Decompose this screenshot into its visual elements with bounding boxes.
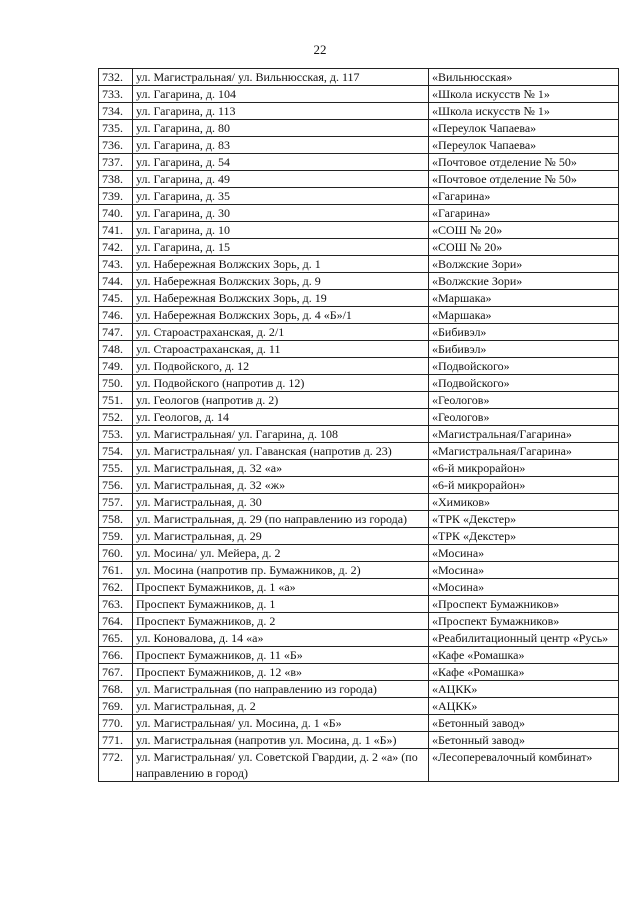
stop-name: «Школа искусств № 1» — [429, 103, 619, 120]
stop-address: ул. Староастраханская, д. 11 — [133, 341, 429, 358]
row-number: 741. — [99, 222, 133, 239]
row-number: 756. — [99, 477, 133, 494]
stop-address: ул. Магистральная, д. 30 — [133, 494, 429, 511]
row-number: 767. — [99, 664, 133, 681]
stop-name: «Бетонный завод» — [429, 715, 619, 732]
table-row — [99, 647, 619, 664]
row-number: 734. — [99, 103, 133, 120]
row-number: 772. — [99, 749, 133, 782]
table-row — [99, 681, 619, 698]
stop-address: ул. Магистральная, д. 32 «а» — [133, 460, 429, 477]
stop-name: «Гагарина» — [429, 205, 619, 222]
stop-name: «АЦКК» — [429, 681, 619, 698]
stop-address: ул. Коновалова, д. 14 «а» — [133, 630, 429, 647]
row-number: 747. — [99, 324, 133, 341]
table-row — [99, 460, 619, 477]
stop-name: «СОШ № 20» — [429, 222, 619, 239]
stop-address: ул. Гагарина, д. 10 — [133, 222, 429, 239]
stop-name: «Кафе «Ромашка» — [429, 664, 619, 681]
stop-address: ул. Магистральная, д. 29 (по направлению из города) — [133, 511, 429, 528]
bus-stop-table — [98, 68, 619, 782]
stop-name: «Реабилитационный центр «Русь» — [429, 630, 619, 647]
row-number: 768. — [99, 681, 133, 698]
stop-address: ул. Мосина/ ул. Мейера, д. 2 — [133, 545, 429, 562]
stop-address: ул. Гагарина, д. 113 — [133, 103, 429, 120]
table-row — [99, 392, 619, 409]
table-row — [99, 732, 619, 749]
row-number: 765. — [99, 630, 133, 647]
table-row — [99, 494, 619, 511]
stop-name: «Подвойского» — [429, 358, 619, 375]
stop-address: ул. Гагарина, д. 35 — [133, 188, 429, 205]
stop-address: ул. Подвойского, д. 12 — [133, 358, 429, 375]
stop-name: «Бетонный завод» — [429, 732, 619, 749]
stop-address: ул. Магистральная (по направлению из города) — [133, 681, 429, 698]
stop-address: ул. Набережная Волжских Зорь, д. 1 — [133, 256, 429, 273]
stop-address: Проспект Бумажников, д. 11 «Б» — [133, 647, 429, 664]
stop-address: ул. Геологов, д. 14 — [133, 409, 429, 426]
stop-name: «Переулок Чапаева» — [429, 137, 619, 154]
table-row — [99, 596, 619, 613]
stop-name: «Бибивэл» — [429, 324, 619, 341]
table-row — [99, 188, 619, 205]
table-row — [99, 324, 619, 341]
stop-name: «АЦКК» — [429, 698, 619, 715]
table-row — [99, 171, 619, 188]
table-row — [99, 103, 619, 120]
row-number: 745. — [99, 290, 133, 307]
stop-name: «Геологов» — [429, 409, 619, 426]
row-number: 769. — [99, 698, 133, 715]
row-number: 744. — [99, 273, 133, 290]
stop-name: «Вильнюсская» — [429, 69, 619, 86]
stop-name: «Лесоперевалочный комбинат» — [429, 749, 619, 782]
table-row — [99, 528, 619, 545]
row-number: 743. — [99, 256, 133, 273]
stop-address: Проспект Бумажников, д. 12 «в» — [133, 664, 429, 681]
table-row — [99, 511, 619, 528]
table-row — [99, 290, 619, 307]
stop-name: «Химиков» — [429, 494, 619, 511]
stop-address: ул. Набережная Волжских Зорь, д. 19 — [133, 290, 429, 307]
stop-address: ул. Набережная Волжских Зорь, д. 9 — [133, 273, 429, 290]
stop-address: ул. Магистральная (напротив ул. Мосина, д. 1 «Б») — [133, 732, 429, 749]
stop-name: «Мосина» — [429, 545, 619, 562]
page-number: 22 — [313, 42, 327, 57]
stop-name: «Маршака» — [429, 307, 619, 324]
row-number: 750. — [99, 375, 133, 392]
stop-name: «Волжские Зори» — [429, 256, 619, 273]
stop-name: «Волжские Зори» — [429, 273, 619, 290]
row-number: 764. — [99, 613, 133, 630]
row-number: 758. — [99, 511, 133, 528]
table-row — [99, 273, 619, 290]
stop-address: ул. Гагарина, д. 83 — [133, 137, 429, 154]
table-row — [99, 630, 619, 647]
stop-name: «Подвойского» — [429, 375, 619, 392]
row-number: 736. — [99, 137, 133, 154]
stop-name: «ТРК «Декстер» — [429, 528, 619, 545]
stop-address: ул. Гагарина, д. 104 — [133, 86, 429, 103]
table-row — [99, 715, 619, 732]
stop-address: ул. Гагарина, д. 49 — [133, 171, 429, 188]
table-row — [99, 154, 619, 171]
table-row — [99, 562, 619, 579]
row-number: 738. — [99, 171, 133, 188]
stop-address: ул. Гагарина, д. 54 — [133, 154, 429, 171]
stop-name: «Магистральная/Гагарина» — [429, 443, 619, 460]
stop-address: ул. Набережная Волжских Зорь, д. 4 «Б»/1 — [133, 307, 429, 324]
stop-name: «Геологов» — [429, 392, 619, 409]
stop-address: ул. Магистральная/ ул. Мосина, д. 1 «Б» — [133, 715, 429, 732]
stop-address: ул. Мосина (напротив пр. Бумажников, д. 2) — [133, 562, 429, 579]
stop-address: ул. Гагарина, д. 15 — [133, 239, 429, 256]
table-row — [99, 698, 619, 715]
stop-address: ул. Магистральная, д. 29 — [133, 528, 429, 545]
stop-address: ул. Магистральная/ ул. Вильнюсская, д. 117 — [133, 69, 429, 86]
stop-name: «Почтовое отделение № 50» — [429, 154, 619, 171]
table-row — [99, 205, 619, 222]
row-number: 766. — [99, 647, 133, 664]
row-number: 742. — [99, 239, 133, 256]
table-body — [99, 69, 619, 782]
stop-name: «6-й микрорайон» — [429, 460, 619, 477]
table-row — [99, 307, 619, 324]
table-row — [99, 137, 619, 154]
row-number: 732. — [99, 69, 133, 86]
stop-address: ул. Гагарина, д. 80 — [133, 120, 429, 137]
stop-name: «Мосина» — [429, 562, 619, 579]
row-number: 771. — [99, 732, 133, 749]
stop-address: ул. Магистральная, д. 2 — [133, 698, 429, 715]
table-row — [99, 613, 619, 630]
table-row — [99, 222, 619, 239]
row-number: 759. — [99, 528, 133, 545]
table-row — [99, 375, 619, 392]
row-number: 754. — [99, 443, 133, 460]
row-number: 757. — [99, 494, 133, 511]
stop-name: «ТРК «Декстер» — [429, 511, 619, 528]
stop-address: ул. Геологов (напротив д. 2) — [133, 392, 429, 409]
table-row — [99, 477, 619, 494]
stop-name: «Гагарина» — [429, 188, 619, 205]
stop-address: ул. Гагарина, д. 30 — [133, 205, 429, 222]
table-row — [99, 579, 619, 596]
stop-address: ул. Подвойского (напротив д. 12) — [133, 375, 429, 392]
stop-name: «Мосина» — [429, 579, 619, 596]
table-row — [99, 86, 619, 103]
stop-address: Проспект Бумажников, д. 1 — [133, 596, 429, 613]
row-number: 733. — [99, 86, 133, 103]
table-row — [99, 664, 619, 681]
row-number: 739. — [99, 188, 133, 205]
row-number: 748. — [99, 341, 133, 358]
row-number: 761. — [99, 562, 133, 579]
stop-name: «Маршака» — [429, 290, 619, 307]
row-number: 751. — [99, 392, 133, 409]
table-row — [99, 120, 619, 137]
stop-name: «6-й микрорайон» — [429, 477, 619, 494]
table-row — [99, 545, 619, 562]
row-number: 752. — [99, 409, 133, 426]
row-number: 735. — [99, 120, 133, 137]
table-row — [99, 239, 619, 256]
table-row — [99, 426, 619, 443]
row-number: 737. — [99, 154, 133, 171]
row-number: 770. — [99, 715, 133, 732]
stop-address: ул. Магистральная/ ул. Гагарина, д. 108 — [133, 426, 429, 443]
stop-name: «Кафе «Ромашка» — [429, 647, 619, 664]
stop-name: «Переулок Чапаева» — [429, 120, 619, 137]
row-number: 740. — [99, 205, 133, 222]
row-number: 755. — [99, 460, 133, 477]
stop-address: Проспект Бумажников, д. 2 — [133, 613, 429, 630]
table-row — [99, 358, 619, 375]
stop-name: «Почтовое отделение № 50» — [429, 171, 619, 188]
row-number: 760. — [99, 545, 133, 562]
stop-address: ул. Староастраханская, д. 2/1 — [133, 324, 429, 341]
row-number: 763. — [99, 596, 133, 613]
stop-name: «Магистральная/Гагарина» — [429, 426, 619, 443]
table-row — [99, 749, 619, 782]
stop-name: «Школа искусств № 1» — [429, 86, 619, 103]
stop-name: «СОШ № 20» — [429, 239, 619, 256]
stop-address: ул. Магистральная/ ул. Советской Гвардии, д. 2 «а» (по направлению в город) — [133, 749, 429, 782]
stop-name: «Проспект Бумажников» — [429, 613, 619, 630]
table-row — [99, 69, 619, 86]
row-number: 753. — [99, 426, 133, 443]
table-row — [99, 409, 619, 426]
stop-address: ул. Магистральная, д. 32 «ж» — [133, 477, 429, 494]
row-number: 746. — [99, 307, 133, 324]
table-row — [99, 341, 619, 358]
stop-address: Проспект Бумажников, д. 1 «а» — [133, 579, 429, 596]
stop-name: «Проспект Бумажников» — [429, 596, 619, 613]
stop-name: «Бибивэл» — [429, 341, 619, 358]
row-number: 749. — [99, 358, 133, 375]
table-row — [99, 256, 619, 273]
table-row — [99, 443, 619, 460]
row-number: 762. — [99, 579, 133, 596]
stop-address: ул. Магистральная/ ул. Гаванская (напротив д. 23) — [133, 443, 429, 460]
